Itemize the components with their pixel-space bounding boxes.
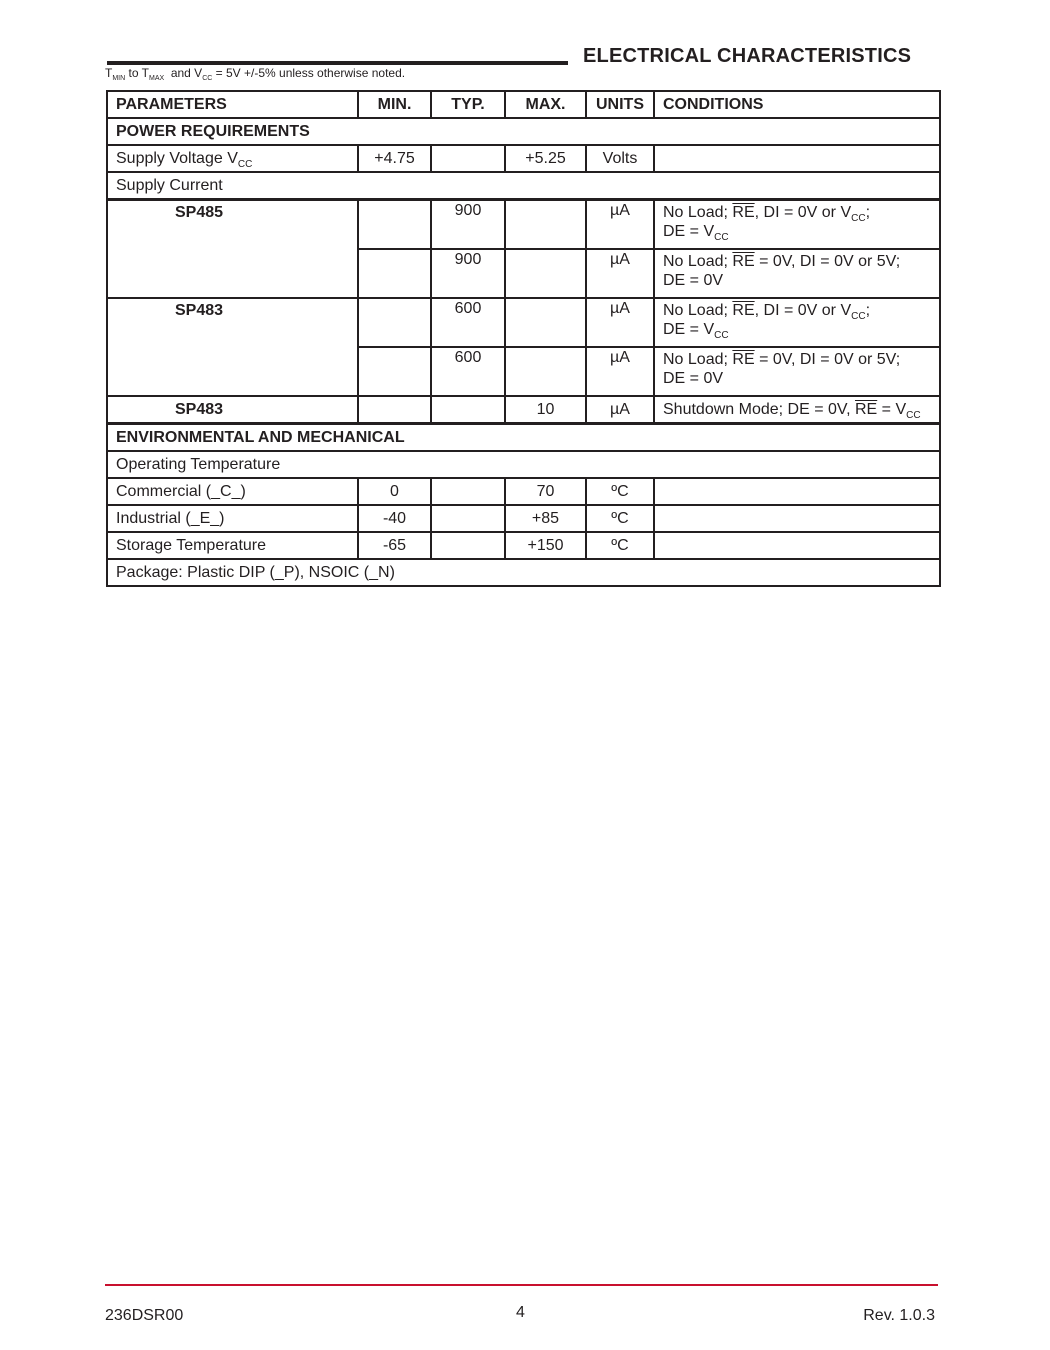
col-header-min: MIN. <box>358 91 431 118</box>
sp483-typ-1: 600 <box>431 298 505 347</box>
supply-voltage-min: +4.75 <box>358 145 431 172</box>
col-header-parameters: PARAMETERS <box>107 91 358 118</box>
sp485-typ-1: 900 <box>431 200 505 250</box>
table-row <box>107 200 940 250</box>
industrial-min: -40 <box>358 505 431 532</box>
table-row <box>107 172 940 200</box>
supply-current-heading: Supply Current <box>107 172 940 200</box>
table-row <box>107 396 940 424</box>
storage-max: +150 <box>505 532 586 559</box>
cell-max <box>505 298 586 347</box>
commercial-units: ºC <box>586 478 654 505</box>
table-row <box>107 145 940 172</box>
col-header-max: MAX. <box>505 91 586 118</box>
commercial-label: Commercial (_C_) <box>107 478 358 505</box>
sp485-typ-2: 900 <box>431 249 505 298</box>
supply-voltage-units: Volts <box>586 145 654 172</box>
commercial-max: 70 <box>505 478 586 505</box>
sp483-label: SP483 <box>107 298 358 396</box>
table-row <box>107 478 940 505</box>
cell-typ <box>431 505 505 532</box>
cell-min <box>358 396 431 424</box>
storage-min: -65 <box>358 532 431 559</box>
sp483-typ-2: 600 <box>431 347 505 396</box>
cell-min <box>358 249 431 298</box>
operating-temperature-heading: Operating Temperature <box>107 451 940 478</box>
storage-label: Storage Temperature <box>107 532 358 559</box>
sp483-units-2: µA <box>586 347 654 396</box>
sp483-units-1: µA <box>586 298 654 347</box>
col-header-typ: TYP. <box>431 91 505 118</box>
header-rule <box>107 61 568 65</box>
supply-voltage-typ <box>431 145 505 172</box>
section-row <box>107 118 940 145</box>
col-header-units: UNITS <box>586 91 654 118</box>
table-row <box>107 532 940 559</box>
cell-typ <box>431 396 505 424</box>
cell-typ <box>431 532 505 559</box>
sp483-shutdown-label: SP483 <box>107 396 358 424</box>
cell-max <box>505 200 586 250</box>
power-requirements-heading: POWER REQUIREMENTS <box>107 118 940 145</box>
cell-min <box>358 200 431 250</box>
cell-min <box>358 298 431 347</box>
table-row <box>107 298 940 347</box>
industrial-label: Industrial (_E_) <box>107 505 358 532</box>
industrial-units: ºC <box>586 505 654 532</box>
sp485-conditions-1: No Load; $\overline{RE}$, DI = 0V or $V_{CC}$; DE = $V_{CC}$ <box>654 200 940 250</box>
sp483-shutdown-units: µA <box>586 396 654 424</box>
commercial-min: 0 <box>358 478 431 505</box>
environmental-heading: ENVIRONMENTAL AND MECHANICAL <box>107 424 940 452</box>
sp483-conditions-1: No Load; $\overline{RE}$, DI = 0V or $V_{CC}$; DE = $V_{CC}$ <box>654 298 940 347</box>
cell-max <box>505 347 586 396</box>
table-row <box>107 505 940 532</box>
supply-voltage-label: Supply Voltage $V_{CC}$ <box>107 145 358 172</box>
cell-max <box>505 249 586 298</box>
page-number: 4 <box>516 1304 525 1321</box>
sp485-units-1: µA <box>586 200 654 250</box>
sp485-label: SP485 <box>107 200 358 299</box>
conditions-note: $T_{MIN}$ to $T_{MAX}$ and $V_{CC} = 5V +/-5\%$ unless otherwise noted. <box>105 66 406 82</box>
cell-typ <box>431 478 505 505</box>
storage-units: ºC <box>586 532 654 559</box>
revision: Rev. 1.0.3 <box>863 1307 935 1324</box>
footer-rule <box>105 1284 938 1286</box>
cell-conditions <box>654 478 940 505</box>
doc-id: 236DSR00 <box>105 1307 184 1324</box>
sp485-conditions-2: No Load; $\overline{RE} = 0V$, DI = 0V or 5V; DE = 0V <box>654 249 940 298</box>
electrical-characteristics-table <box>106 90 941 587</box>
cell-conditions <box>654 505 940 532</box>
table-row <box>107 559 940 586</box>
sp483-shutdown-conditions: Shutdown Mode; DE = 0V, $\overline{RE} = V_{CC}$ <box>654 396 940 424</box>
sp485-units-2: µA <box>586 249 654 298</box>
sp483-shutdown-max: 10 <box>505 396 586 424</box>
cell-min <box>358 347 431 396</box>
col-header-conditions: CONDITIONS <box>654 91 940 118</box>
section-row <box>107 424 940 452</box>
industrial-max: +85 <box>505 505 586 532</box>
cell-conditions <box>654 532 940 559</box>
page-title: ELECTRICAL CHARACTERISTICS <box>583 45 912 67</box>
supply-voltage-max: +5.25 <box>505 145 586 172</box>
sp483-conditions-2: No Load; $\overline{RE} = 0V$, DI = 0V or 5V; DE = 0V <box>654 347 940 396</box>
supply-voltage-conditions <box>654 145 940 172</box>
table-header-row <box>107 91 940 118</box>
table-row <box>107 451 940 478</box>
package-row: Package: Plastic DIP (_P), NSOIC (_N) <box>107 559 940 586</box>
